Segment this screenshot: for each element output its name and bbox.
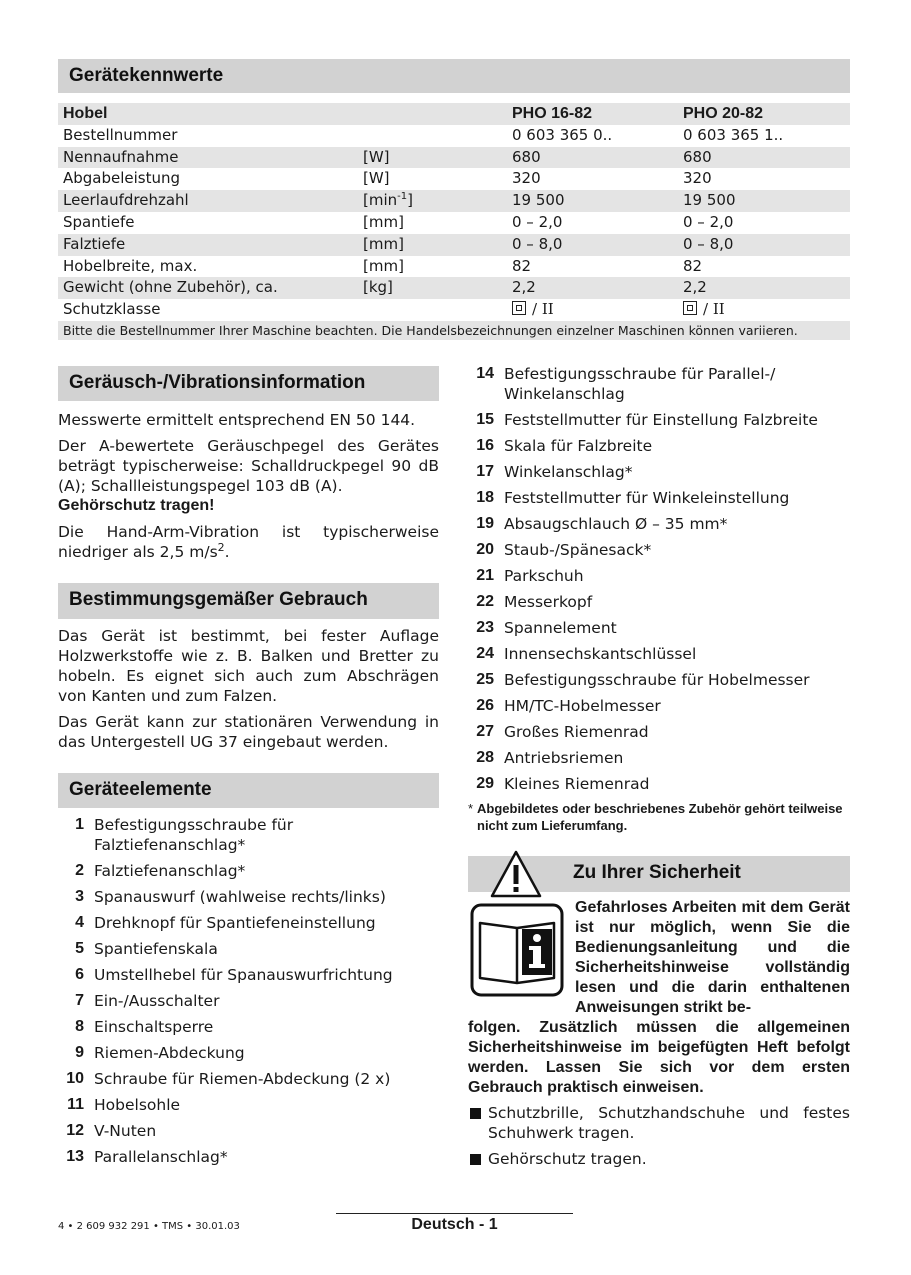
spec-table-note <box>58 321 850 340</box>
item-text: Skala für Falzbreite <box>504 437 653 455</box>
item-text: Großes Riemenrad <box>504 723 649 741</box>
section-title-usage: Bestimmungsgemäßer Gebrauch <box>58 583 439 619</box>
item-number: 27 <box>476 723 494 740</box>
item-number: 1 <box>75 816 84 833</box>
item-text: V-Nuten <box>94 1122 157 1140</box>
row-unit: [mm] <box>363 256 404 275</box>
item-number: 21 <box>476 567 494 584</box>
noise-paragraph-3 <box>58 522 439 562</box>
list-item <box>468 670 850 690</box>
item-number: 11 <box>67 1096 84 1113</box>
item-text: Parallelanschlag* <box>94 1148 228 1166</box>
row-value-1: 0 – 2,0 <box>512 212 563 231</box>
item-number: 26 <box>476 697 494 714</box>
row-value-2: 0 – 8,0 <box>683 234 734 253</box>
unit-superscript: -1 <box>397 191 408 203</box>
list-item <box>468 774 850 794</box>
list-item <box>468 514 850 534</box>
row-unit: [W] <box>363 169 390 188</box>
item-text: Spanauswurf (wahlweise rechts/links) <box>94 888 386 906</box>
bullet-square-icon <box>470 1154 481 1165</box>
row-value-1: 680 <box>512 147 541 166</box>
list-item <box>58 1017 439 1037</box>
warning-triangle-icon <box>490 850 542 898</box>
table-row <box>58 147 850 169</box>
item-text: Falztiefenanschlag* <box>94 862 246 880</box>
list-item <box>58 887 439 907</box>
accessory-footnote <box>468 800 850 834</box>
usage-paragraph-1: Das Gerät ist bestimmt, bei fester Auflage Holzwerkstoffe wie z. B. Balken und Bretter zu hobeln. Es eignet sich auch zum Abschrägen von Kanten und zum Falzen. <box>58 627 439 705</box>
list-item <box>58 1095 439 1115</box>
row-label: Nennaufnahme <box>63 147 179 166</box>
noise-paragraph-2: Der A-bewertete Geräuschpegel des Gerätes beträgt typischerweise: Schalldruckpegel 90 dB (A); Schallleistungspegel 103 dB (A). <box>58 437 439 495</box>
list-item <box>58 1147 439 1167</box>
item-number: 28 <box>476 749 494 766</box>
row-label: Falztiefe <box>63 234 126 253</box>
item-number: 12 <box>66 1122 84 1139</box>
row-unit: [mm] <box>363 212 404 231</box>
item-text: Absaugschlauch Ø – 35 mm* <box>504 515 728 533</box>
header-label: Hobel <box>63 105 108 122</box>
item-number: 7 <box>75 992 84 1009</box>
list-item <box>58 1121 439 1141</box>
list-item <box>468 722 850 742</box>
item-number: 6 <box>75 966 84 983</box>
list-item <box>468 436 850 456</box>
row-value-2: 320 <box>683 169 712 188</box>
row-value-2: 82 <box>683 256 703 275</box>
bullet-square-icon <box>470 1108 481 1119</box>
row-value-2: 0 – 2,0 <box>683 212 734 231</box>
vibration-unit-superscript: 2 <box>217 540 225 554</box>
item-text: Spannelement <box>504 619 617 637</box>
unit-text: [min <box>363 191 398 210</box>
table-row <box>58 190 850 212</box>
spec-table <box>58 103 850 340</box>
item-text: HM/TC-Hobelmesser <box>504 697 661 715</box>
item-number: 5 <box>75 940 84 957</box>
row-value-1: 19 500 <box>512 191 565 210</box>
list-item <box>58 913 439 933</box>
list-item <box>58 861 439 881</box>
list-item <box>468 592 850 612</box>
note-text: Bitte die Bestellnummer Ihrer Maschine beachten. Die Handelsbezeichnungen einzelner Maschinen können variieren. <box>63 322 798 338</box>
usage-paragraph-2: Das Gerät kann zur stationären Verwendung in das Untergestell UG 37 eingebaut werden. <box>58 713 439 751</box>
list-item <box>468 644 850 664</box>
table-row <box>58 234 850 256</box>
table-row <box>58 299 850 321</box>
item-number: 25 <box>476 671 494 688</box>
row-value-1: 2,2 <box>512 278 536 297</box>
section-title-elements: Geräteelemente <box>58 773 439 808</box>
item-number: 23 <box>476 619 494 636</box>
list-item <box>468 618 850 638</box>
safety-intro-wrapped: Gefahrloses Arbeiten mit dem Gerät ist nur möglich, wenn Sie die Bedienungsanleitung und die Sicherheitshinweise vollständig lesen und die darin enthaltenen Anweisungen strikt be- <box>575 899 850 1016</box>
item-number: 10 <box>66 1070 84 1087</box>
table-row <box>58 256 850 278</box>
item-text: Feststellmutter für Winkeleinstellung <box>504 489 790 507</box>
item-number: 20 <box>476 541 494 558</box>
bullet-text: Schutzbrille, Schutzhandschuhe und festes Schuhwerk tragen. <box>488 1104 850 1142</box>
page-number: Deutsch - 1 <box>411 1216 498 1233</box>
row-label: Spantiefe <box>63 212 135 231</box>
read-manual-icon <box>470 903 564 997</box>
list-item <box>58 1043 439 1063</box>
item-number: 18 <box>476 489 494 506</box>
vibration-text: Die Hand-Arm-Vibration ist typischerweise niedriger als 2,5 m/s <box>58 523 439 561</box>
spec-table-header <box>58 103 850 125</box>
row-value-2: 680 <box>683 147 712 166</box>
item-number: 17 <box>476 463 494 480</box>
item-number: 3 <box>75 888 84 905</box>
footer-divider <box>336 1213 573 1214</box>
item-text: Befestigungsschraube für Hobelmesser <box>504 671 810 689</box>
item-text: Riemen-Abdeckung <box>94 1044 245 1062</box>
hearing-protection-warning: Gehörschutz tragen! <box>58 497 215 514</box>
protection-class-icon <box>683 301 697 315</box>
elements-list-right <box>468 364 850 800</box>
list-item <box>468 410 850 430</box>
item-text: Parkschuh <box>504 567 584 585</box>
item-number: 15 <box>476 411 494 428</box>
list-item <box>468 696 850 716</box>
row-label: Gewicht (ohne Zubehör), ca. <box>63 278 278 297</box>
item-text: Befestigungsschraube für Parallel-/ Winkelanschlag <box>504 365 776 403</box>
list-item <box>58 991 439 1011</box>
table-row <box>58 277 850 299</box>
bullet-text: Gehörschutz tragen. <box>488 1150 647 1168</box>
unit-text-end: ] <box>407 191 413 210</box>
row-label: Abgabeleistung <box>63 169 181 188</box>
item-text: Umstellhebel für Spanauswurfrichtung <box>94 966 393 984</box>
list-item <box>468 566 850 586</box>
item-text: Feststellmutter für Einstellung Falzbreite <box>504 411 818 429</box>
item-text: Innensechskantschlüssel <box>504 645 697 663</box>
row-value-1: 320 <box>512 169 541 188</box>
header-model-2: PHO 20-82 <box>683 105 764 122</box>
item-text: Drehknopf für Spantiefeneinstellung <box>94 914 376 932</box>
item-number: 8 <box>75 1018 84 1035</box>
safety-bullet <box>468 1103 850 1143</box>
item-number: 9 <box>75 1044 84 1061</box>
list-item <box>468 748 850 768</box>
item-text: Befestigungsschraube für Falztiefenanschlag* <box>94 816 294 854</box>
row-value-2 <box>683 299 725 321</box>
list-item <box>468 364 850 404</box>
item-text: Spantiefenskala <box>94 940 218 958</box>
noise-paragraph-1: Messwerte ermittelt entsprechend EN 50 144. <box>58 411 416 429</box>
list-item <box>468 488 850 508</box>
item-number: 4 <box>75 914 84 931</box>
section-title-specs: Gerätekennwerte <box>58 59 850 93</box>
list-item <box>468 462 850 482</box>
elements-list-left <box>58 815 439 1173</box>
section-title-noise: Geräusch-/Vibrationsinformation <box>58 366 439 401</box>
list-item <box>58 965 439 985</box>
row-value-2: 0 603 365 1.. <box>683 125 784 144</box>
table-row <box>58 212 850 234</box>
list-item <box>468 540 850 560</box>
row-label: Hobelbreite, max. <box>63 256 198 275</box>
row-unit: [W] <box>363 147 390 166</box>
row-value-1: 0 603 365 0.. <box>512 125 613 144</box>
item-text: Hobelsohle <box>94 1096 181 1114</box>
table-row <box>58 168 850 190</box>
row-value-1 <box>512 299 554 321</box>
row-value-2: 2,2 <box>683 278 707 297</box>
item-number: 29 <box>476 775 494 792</box>
section-title-safety: Zu Ihrer Sicherheit <box>468 856 850 892</box>
item-text: Antriebsriemen <box>504 749 624 767</box>
item-text: Einschaltsperre <box>94 1018 214 1036</box>
vibration-text-end: . <box>224 543 230 561</box>
item-text: Schraube für Riemen-Abdeckung (2 x) <box>94 1070 391 1088</box>
item-number: 2 <box>75 862 84 879</box>
list-item <box>58 939 439 959</box>
protection-class-text: / II <box>532 300 554 319</box>
row-value-1: 0 – 8,0 <box>512 234 563 253</box>
item-text: Kleines Riemenrad <box>504 775 650 793</box>
row-value-2: 19 500 <box>683 191 736 210</box>
row-unit: [mm] <box>363 234 404 253</box>
item-text: Messerkopf <box>504 593 593 611</box>
protection-class-icon <box>512 301 526 315</box>
item-text: Ein-/Ausschalter <box>94 992 220 1010</box>
row-label: Schutzklasse <box>63 300 161 319</box>
list-item <box>58 1069 439 1089</box>
safety-intro-continued: folgen. Zusätzlich müssen die allgemeinen Sicherheitshinweise im beigefügten Heft befolgt werden. Lassen Sie sich vor dem ersten Gebrauch praktisch einweisen. <box>468 1019 850 1096</box>
item-number: 16 <box>476 437 494 454</box>
item-text: Staub-/Spänesack* <box>504 541 652 559</box>
item-number: 14 <box>476 365 494 382</box>
row-label: Leerlaufdrehzahl <box>63 191 189 210</box>
protection-class-text: / II <box>703 300 725 319</box>
row-unit: [kg] <box>363 278 393 297</box>
row-unit <box>363 190 413 212</box>
header-model-1: PHO 16-82 <box>512 105 593 122</box>
item-number: 24 <box>476 645 494 662</box>
item-text: Winkelanschlag* <box>504 463 633 481</box>
item-number: 22 <box>476 593 494 610</box>
document-code: 4 • 2 609 932 291 • TMS • 30.01.03 <box>58 1221 240 1232</box>
safety-bullet <box>468 1149 850 1169</box>
footnote-text: Abgebildetes oder beschriebenes Zubehör gehört teilweise nicht zum Lieferumfang. <box>477 801 843 833</box>
row-label: Bestellnummer <box>63 125 178 144</box>
list-item <box>58 815 439 855</box>
item-number: 19 <box>476 515 494 532</box>
table-row <box>58 125 850 147</box>
row-value-1: 82 <box>512 256 532 275</box>
footnote-star: * <box>468 801 474 816</box>
item-number: 13 <box>66 1148 84 1165</box>
